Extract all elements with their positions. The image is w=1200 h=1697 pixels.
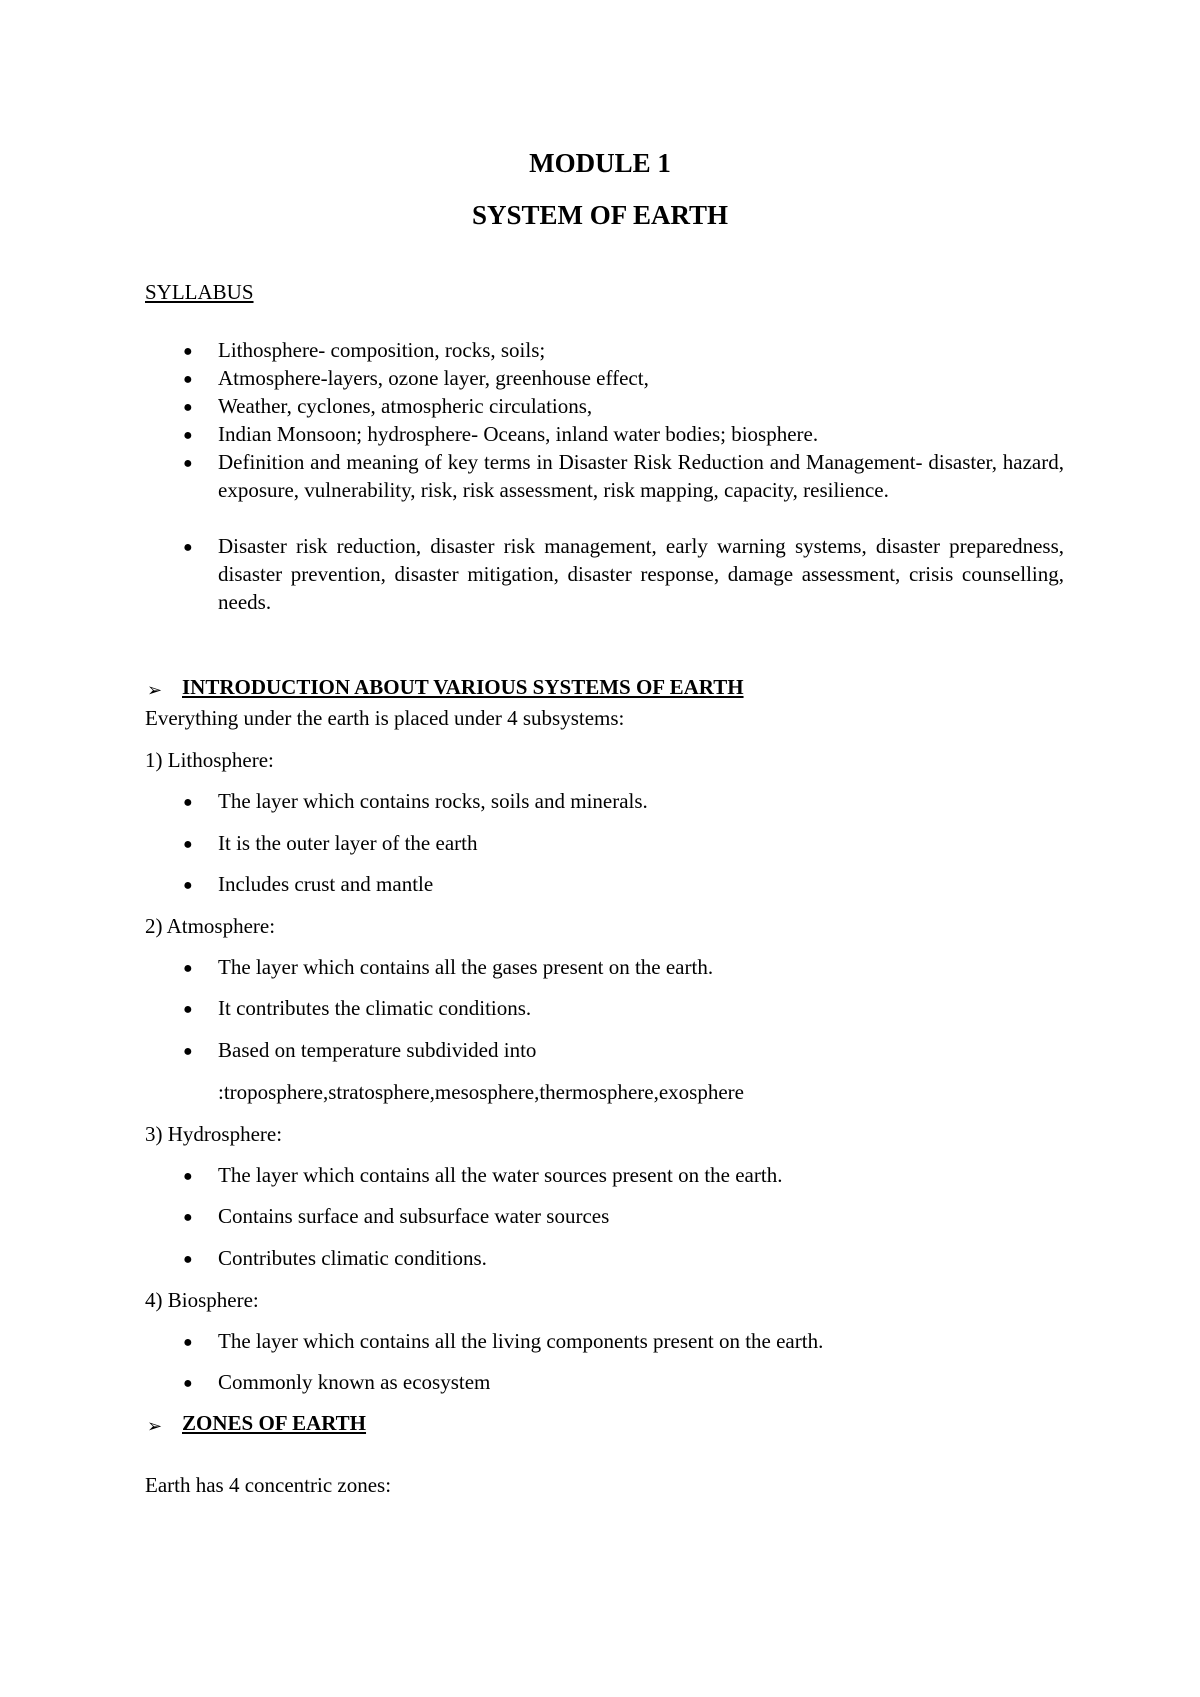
subsystem-point-continuation: :troposphere,stratosphere,mesosphere,thermosphere,exosphere xyxy=(218,1080,744,1104)
subsystem-point: The layer which contains rocks, soils and minerals. xyxy=(218,789,648,813)
bullet-icon: ● xyxy=(183,1168,193,1185)
bullet-icon: ● xyxy=(183,399,193,416)
section-heading-introduction: INTRODUCTION ABOUT VARIOUS SYSTEMS OF EARTH xyxy=(182,675,744,699)
bullet-icon: ● xyxy=(183,836,193,853)
subsystem-point: Based on temperature subdivided into xyxy=(218,1038,537,1062)
intro-lead: Everything under the earth is placed under 4 subsystems: xyxy=(145,706,625,730)
subsystem-label: 2) Atmosphere: xyxy=(145,914,276,938)
subsystem-point: Contributes climatic conditions. xyxy=(218,1246,487,1270)
section-heading-zones: ZONES OF EARTH xyxy=(182,1411,367,1435)
subsystem-point: Commonly known as ecosystem xyxy=(218,1370,491,1394)
subsystem-label: 3) Hydrosphere: xyxy=(145,1122,283,1146)
subsystem-point: The layer which contains all the water sources present on the earth. xyxy=(218,1163,783,1187)
bullet-icon: ● xyxy=(183,960,193,977)
syllabus-item: Lithosphere- composition, rocks, soils; xyxy=(218,338,546,362)
subsystem-point: It contributes the climatic conditions. xyxy=(218,996,532,1020)
bullet-icon: ● xyxy=(183,877,193,894)
subsystem-point: The layer which contains all the living components present on the earth. xyxy=(218,1329,824,1353)
bullet-icon: ● xyxy=(183,455,193,472)
subsystem-point: Includes crust and mantle xyxy=(218,872,434,896)
subsystem-label: 1) Lithosphere: xyxy=(145,748,274,772)
bullet-icon: ● xyxy=(183,371,193,388)
subsystem-label: 4) Biosphere: xyxy=(145,1288,259,1312)
bullet-icon: ● xyxy=(183,1043,193,1060)
module-title: MODULE 1 xyxy=(529,148,671,178)
subsystem-point: It is the outer layer of the earth xyxy=(218,831,478,855)
bullet-icon: ● xyxy=(183,794,193,811)
syllabus-item: Atmosphere-layers, ozone layer, greenhouse effect, xyxy=(218,366,649,390)
syllabus-item: Definition and meaning of key terms in Disaster Risk Reduction and Management- disaster, hazard, exposure, vulnerability, risk, risk assessment, risk mapping, capacity, resilience. xyxy=(218,450,1064,502)
syllabus-item: Indian Monsoon; hydrosphere- Oceans, inland water bodies; biosphere. xyxy=(218,422,819,446)
bullet-icon: ● xyxy=(183,1209,193,1226)
bullet-icon: ● xyxy=(183,1334,193,1351)
bullet-icon: ● xyxy=(183,343,193,360)
subsystem-point: Contains surface and subsurface water sources xyxy=(218,1204,610,1228)
syllabus-label: SYLLABUS xyxy=(145,280,254,304)
bullet-icon: ● xyxy=(183,1375,193,1392)
zones-lead: Earth has 4 concentric zones: xyxy=(145,1473,392,1497)
arrow-bullet-icon: ➢ xyxy=(147,680,163,700)
bullet-icon: ● xyxy=(183,539,193,556)
syllabus-item: Weather, cyclones, atmospheric circulations, xyxy=(218,394,593,418)
bullet-icon: ● xyxy=(183,1251,193,1268)
page-title: SYSTEM OF EARTH xyxy=(471,200,729,230)
syllabus-item: Disaster risk reduction, disaster risk management, early warning systems, disaster preparedness, disaster prevention, disaster mitigation, disaster response, damage assessment, crisis counselling, needs. xyxy=(218,534,1064,614)
bullet-icon: ● xyxy=(183,1001,193,1018)
bullet-icon: ● xyxy=(183,427,193,444)
subsystem-point: The layer which contains all the gases present on the earth. xyxy=(218,955,714,979)
arrow-bullet-icon: ➢ xyxy=(147,1416,163,1436)
